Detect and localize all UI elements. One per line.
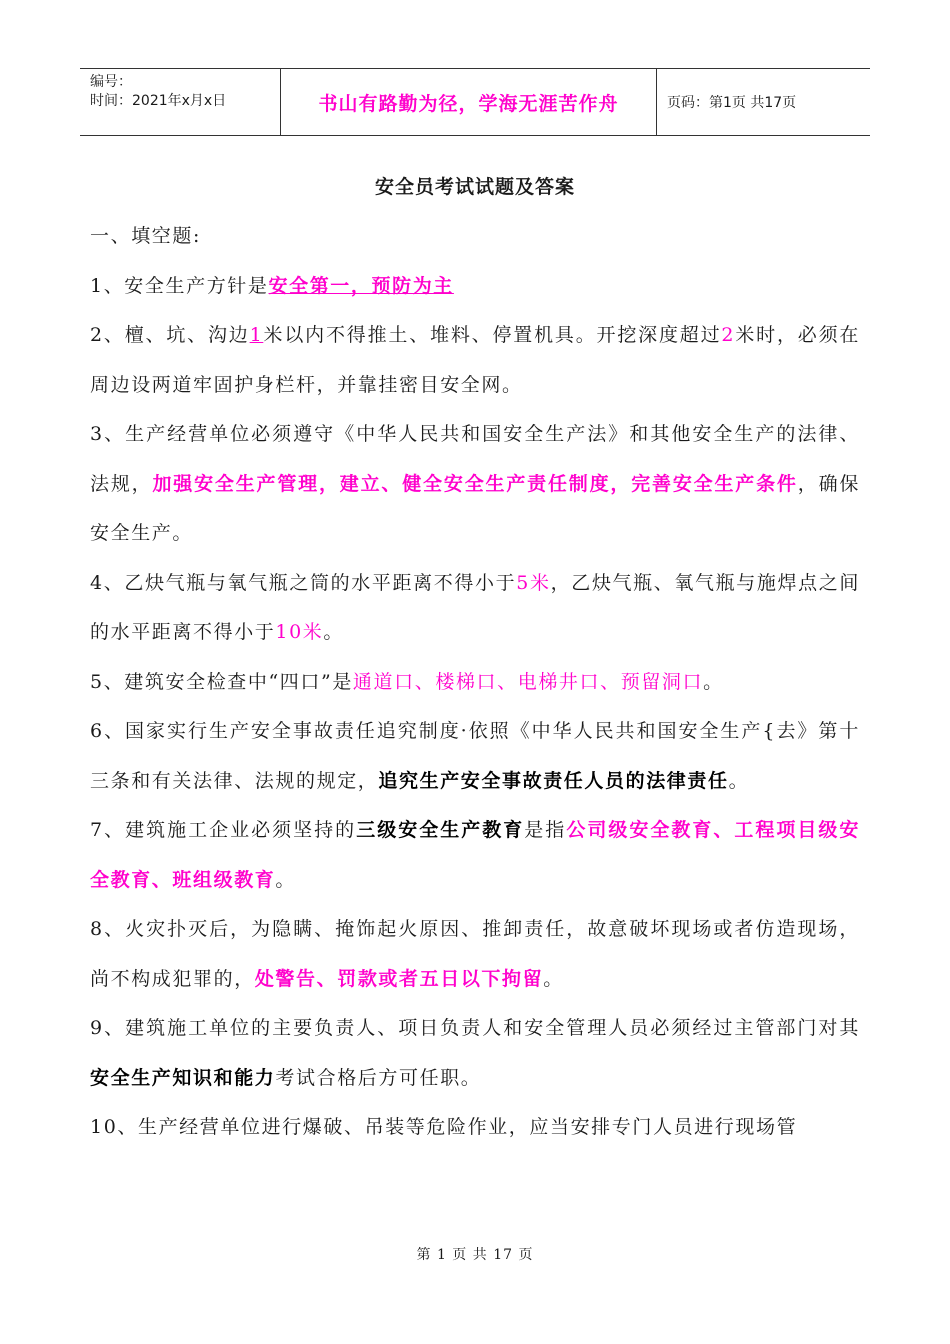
answer: 处警告、罚款或者五日以下拘留 <box>254 967 544 990</box>
question-2: 2、檀、坑、沟边1米以内不得推土、堆料、停置机具。开挖深度超过2米时，必须在周边设两道牢固护身栏杆，并靠挂密目安全网。 <box>90 324 861 396</box>
question-4: 4、乙炔气瓶与氧气瓶之筒的水平距离不得小于5米，乙炔气瓶、氧气瓶与施焊点之间的水平距离不得小于10米。 <box>90 571 860 643</box>
question-6: 6、国家实行生产安全事故责任追究制度·依照《中华人民共和国安全生产{去》第十三条和有关法律、法规的规定，追究生产安全事故责任人员的法律责任。 <box>90 720 860 792</box>
question-3: 3、生产经营单位必须遵守《中华人民共和国安全生产法》和其他安全生产的法律、法规，加强安全生产管理，建立、健全安全生产责任制度，完善安全生产条件，确保安全生产。 <box>90 423 860 544</box>
question-10: 10、生产经营单位进行爆破、吊装等危险作业，应当安排专门人员进行现场管 <box>90 1116 798 1138</box>
document-body <box>90 212 860 1153</box>
answer: 安全第一，预防为主 <box>268 274 454 297</box>
answer: 安全生产知识和能力 <box>90 1066 276 1089</box>
question-7: 7、建筑施工企业必须坚持的三级安全生产教育是指公司级安全教育、工程项目级安全教育、班组级教育。 <box>90 819 861 891</box>
page-footer: 第 1 页 共 17 页 <box>416 1247 534 1263</box>
section-heading: 一、填空题: <box>90 225 202 247</box>
header-left <box>80 69 280 135</box>
doc-number-label: 编号： <box>90 74 132 90</box>
answer: 1 <box>249 324 264 346</box>
question-8: 8、火灾扑灭后，为隐瞒、掩饰起火原因、推卸责任，故意破坏现场或者仿造现场，尚不构成犯罪的，处警告、罚款或者五日以下拘留。 <box>90 918 860 990</box>
answer: 公司级安全教育、工程项目级安全教育、班组级教育 <box>90 819 861 891</box>
question-9: 9、建筑施工单位的主要负责人、项日负责人和安全管理人员必须经过主管部门对其安全生产知识和能力考试合格后方可任职。 <box>90 1017 860 1089</box>
page-header <box>80 68 870 136</box>
answer: 2 <box>721 324 736 346</box>
doc-time-label: 时间：2021年x月x日 <box>90 93 227 109</box>
answer: 10米 <box>275 621 324 643</box>
key-term: 三级安全生产教育 <box>356 819 525 841</box>
header-motto: 书山有路勤为径，学海无涯苦作舟 <box>280 69 657 135</box>
header-page-info: 页码：第1页 共17页 <box>667 95 797 111</box>
question-1: 1、安全生产方针是安全第一，预防为主 <box>90 274 454 297</box>
document-title: 安全员考试试题及答案 <box>374 176 575 198</box>
answer: 加强安全生产管理，建立、健全安全生产责任制度，完善安全生产条件 <box>152 472 798 495</box>
question-5: 5、建筑安全检查中“四口”是通道口、楼梯口、电梯井口、预留洞口。 <box>90 670 724 693</box>
answer: 5米 <box>516 571 551 594</box>
answer: 通道口、楼梯口、电梯井口、预留洞口 <box>352 670 704 693</box>
answer: 追究生产安全事故责任人员的法律责任 <box>378 769 729 792</box>
